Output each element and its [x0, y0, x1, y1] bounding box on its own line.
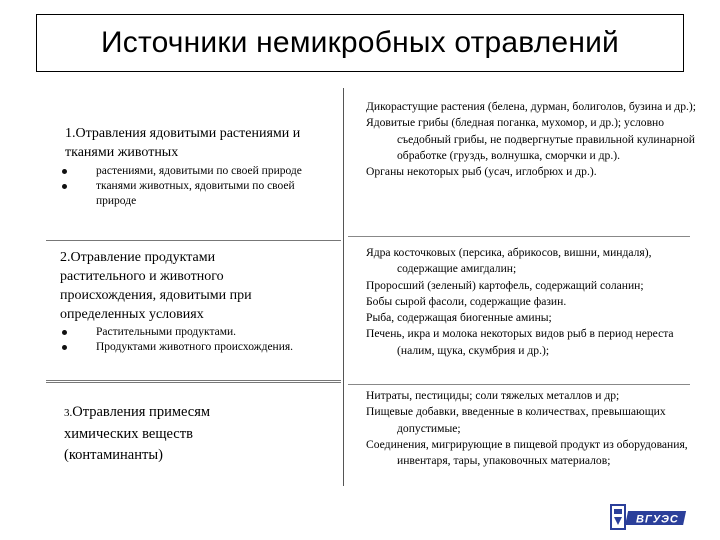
list-item: Рыба, содержащая биогенные амины;	[366, 311, 552, 325]
row3-examples	[366, 388, 698, 469]
university-logo	[610, 502, 692, 532]
row1-examples	[366, 99, 698, 180]
slide-title: Источники немикробных отравлений	[36, 14, 684, 72]
row3-heading	[48, 402, 263, 466]
row1-heading-text: 1.Отравления ядовитыми растениями и тканями животных	[65, 126, 301, 160]
list-item: Органы некоторых рыб (усач, иглобрюх и др.).	[366, 165, 597, 179]
list-item: Печень, икра и молока некоторых видов рыб в период нереста (налим, щука, скумбрия и др.);	[366, 327, 674, 357]
row2-heading-text: 2.Отравление продуктами растительного и животного происхождения, ядовитыми при определенных условиях	[60, 250, 252, 322]
row-divider-2	[46, 380, 341, 383]
list-item: Ядра косточковых (персика, абрикосов, вишни, миндаля), содержащие амигдалин;	[366, 246, 652, 276]
row2-examples	[366, 245, 698, 359]
list-item: Растительными продуктами.	[62, 325, 342, 340]
row3-heading-num: 3.	[64, 407, 73, 419]
list-item: Соединения, мигрирующие в пищевой продукт из оборудования, инвентаря, тары, упаковочных материалов;	[366, 437, 688, 468]
list-item: Пищевые добавки, введенные в количествах, превышающих допустимые;	[366, 405, 666, 435]
row-divider-1-right	[348, 236, 690, 237]
row1-bullets	[62, 164, 337, 209]
logo-text: ВГУЭС	[636, 513, 679, 526]
list-item: Проросший (зеленый) картофель, содержащий соланин;	[366, 278, 644, 292]
logo-emblem-icon	[610, 502, 692, 532]
row3-heading-text: Отравления примесям химических веществ (контаминанты)	[64, 404, 211, 463]
list-item: Продуктами животного происхождения.	[62, 340, 342, 355]
row-divider-1	[46, 240, 341, 241]
list-item: Бобы сырой фасоли, содержащие фазин.	[366, 294, 567, 308]
list-item: Ядовитые грибы (бледная поганка, мухомор, и др.); условно съедобный грибы, не подвергнутые правильной кулинарной обработке (груздь, волнушка, сморчки и др.).	[366, 116, 695, 162]
row2-bullets	[62, 325, 342, 355]
list-item: растениями, ядовитыми по своей природе	[62, 164, 337, 179]
bullet-dot-icon	[62, 169, 67, 174]
row2-heading	[60, 248, 290, 324]
bullet-dot-icon	[62, 184, 67, 189]
bullet-dot-icon	[62, 345, 67, 350]
bullet-dot-icon	[62, 330, 67, 335]
list-item: Дикорастущие растения (белена, дурман, болиголов, бузина и др.);	[366, 100, 696, 113]
list-item: тканями животных, ядовитыми по своей природе	[62, 179, 337, 209]
row1-heading	[48, 124, 348, 162]
list-item: Нитраты, пестициды; соли тяжелых металлов и др;	[366, 389, 620, 402]
row-divider-2-right	[348, 384, 690, 385]
